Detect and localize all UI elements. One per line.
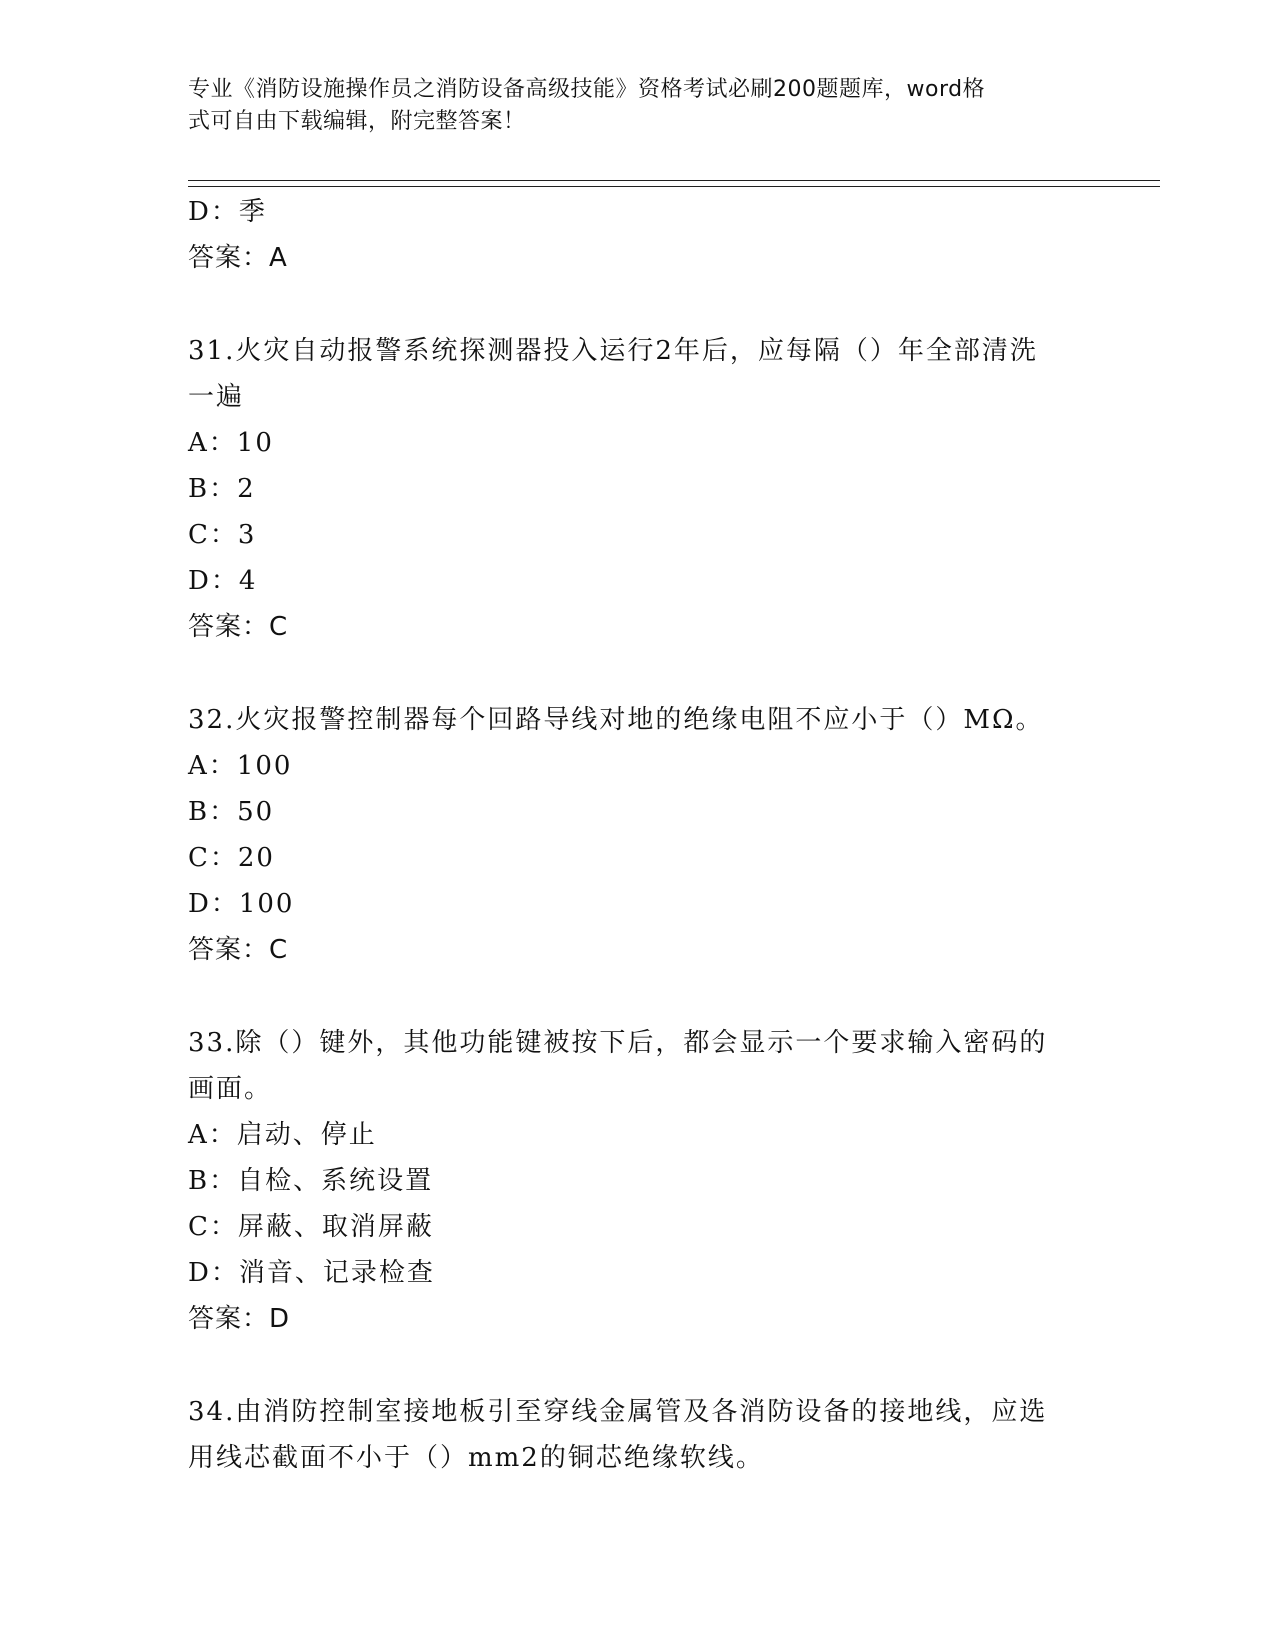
- question-33: [188, 1020, 1088, 1342]
- question-text-line: 一遍: [188, 382, 245, 412]
- option-d: D：消音、记录检查: [188, 1258, 435, 1288]
- question-text-line: 画面。: [188, 1074, 273, 1104]
- option-b: B：50: [188, 797, 275, 827]
- question-text-line: 33.除（）键外，其他功能键被按下后，都会显示一个要求输入密码的: [188, 1028, 1048, 1058]
- option-d: D：季: [188, 197, 267, 227]
- question-text-line: 31.火灾自动报警系统探测器投入运行2年后，应每隔（）年全部清洗: [188, 336, 1038, 366]
- header-line-2: 式可自由下载编辑，附完整答案！: [188, 109, 526, 134]
- question-content: [188, 189, 1088, 1481]
- option-a: A：启动、停止: [188, 1120, 377, 1150]
- header-line-1: 专业《消防设施操作员之消防设备高级技能》资格考试必刷200题题库，word格: [188, 77, 986, 102]
- answer-line: 答案：A: [188, 243, 288, 273]
- question-32: [188, 697, 1088, 973]
- option-a: A：10: [188, 428, 274, 458]
- document-header: [188, 74, 1068, 138]
- option-c: C：20: [188, 843, 275, 873]
- option-b: B：2: [188, 474, 256, 504]
- question-text-line: 32.火灾报警控制器每个回路导线对地的绝缘电阻不应小于（）MΩ。: [188, 705, 1044, 735]
- answer-line: 答案：C: [188, 612, 289, 642]
- question-34: [188, 1389, 1088, 1481]
- option-a: A：100: [188, 751, 293, 781]
- question-31: [188, 328, 1088, 650]
- option-b: B：自检、系统设置: [188, 1166, 434, 1196]
- previous-question-fragment: [188, 189, 1088, 281]
- option-c: C：3: [188, 520, 257, 550]
- option-d: D：100: [188, 889, 295, 919]
- header-divider: [188, 180, 1160, 187]
- answer-line: 答案：D: [188, 1304, 291, 1334]
- answer-line: 答案：C: [188, 935, 289, 965]
- option-c: C：屏蔽、取消屏蔽: [188, 1212, 434, 1242]
- question-text-line: 34.由消防控制室接地板引至穿线金属管及各消防设备的接地线，应选: [188, 1397, 1048, 1427]
- option-d: D：4: [188, 566, 258, 596]
- question-text-line: 用线芯截面不小于（）mm2的铜芯绝缘软线。: [188, 1443, 764, 1473]
